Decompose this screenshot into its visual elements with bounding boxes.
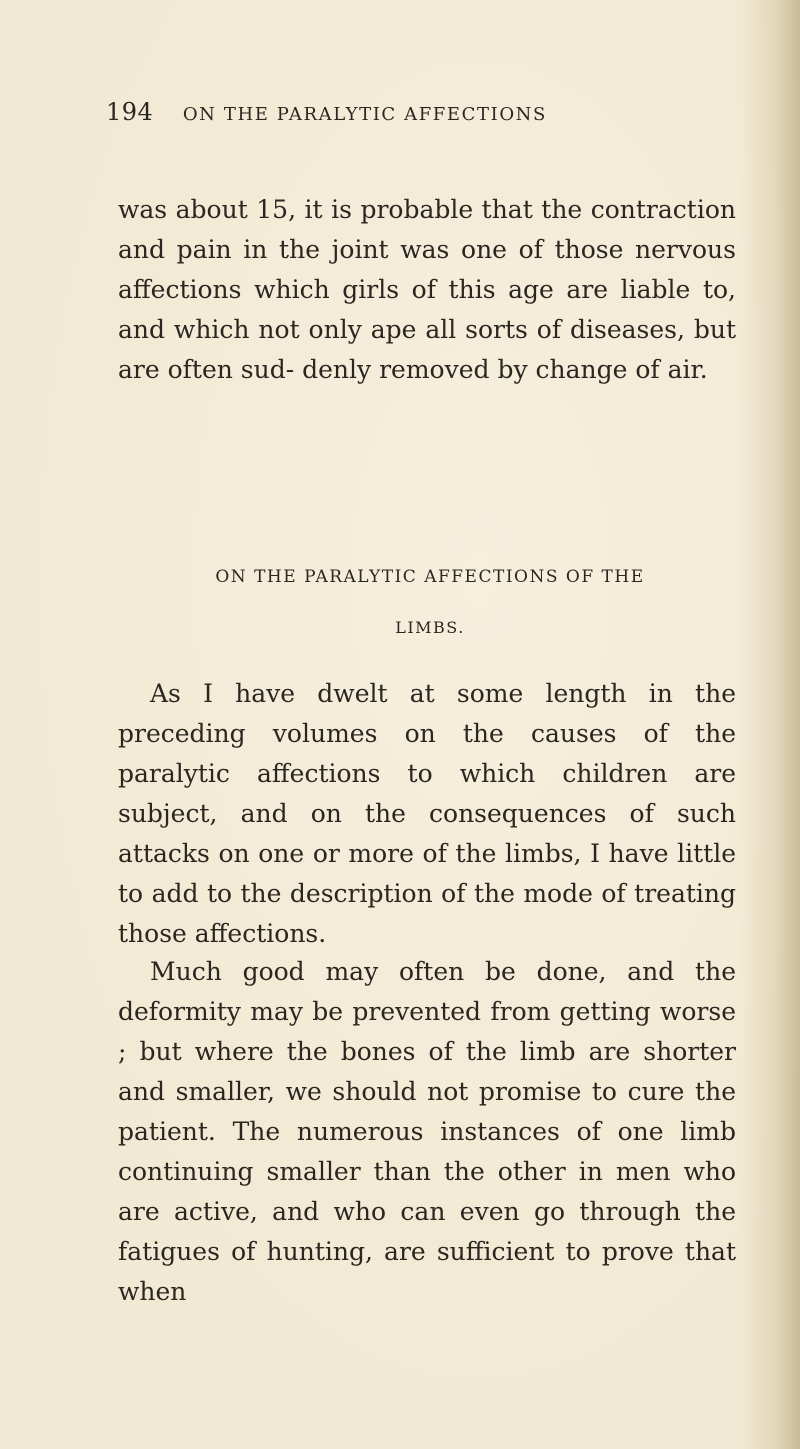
running-head-title: ON THE PARALYTIC AFFECTIONS	[182, 104, 547, 125]
section-heading-line2: LIMBS.	[395, 618, 465, 637]
paragraph-2: As I have dwelt at some length in the preceding volumes on the causes of the paralytic affections to which children are subject, and on the consequences of such attacks on one or more of the limbs, I have little to add to the description of the mode of treating those affections.	[118, 679, 736, 948]
paragraph-3: Much good may often be done, and the deformity may be prevented from getting worse ; but where the bones of the limb are shorter and smaller, we should not promise to cure the patient. The numerous instances of one limb continuing smaller than the other in men who are active, and who can even go through the fatigues of hunting, are sufficient to prove that when	[118, 957, 736, 1306]
section-heading-line1: ON THE PARALYTIC AFFECTIONS OF THE	[215, 567, 645, 587]
paragraph-1: was about 15, it is probable that the contraction and pain in the joint was one of those nervous affections which girls of this age are liable to, and which not only ape all sorts of diseases, but are often sud- denly removed by change of air.	[118, 195, 736, 384]
running-head	[106, 98, 547, 126]
page-edge-shadow	[740, 0, 800, 1449]
page-number: 194	[106, 98, 154, 126]
